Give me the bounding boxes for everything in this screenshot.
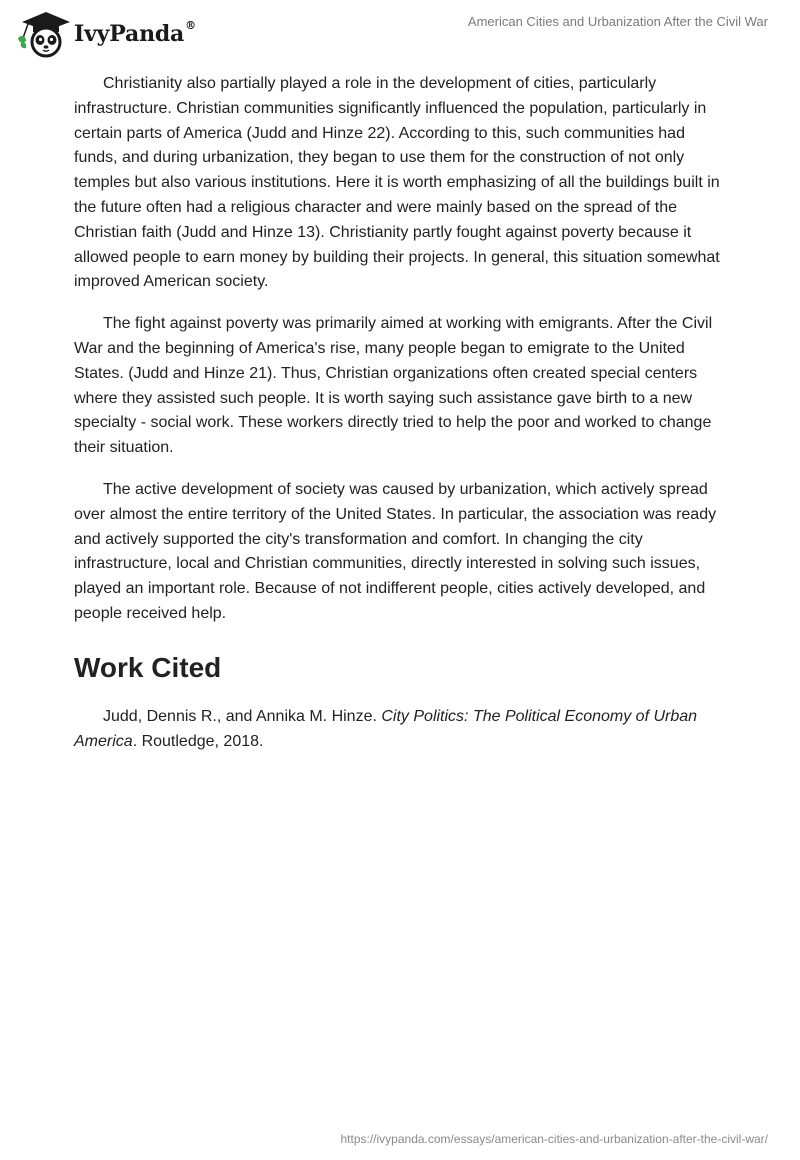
source-url-link[interactable]: https://ivypanda.com/essays/american-cities-and-urbanization-after-the-civil-war/ (340, 1132, 768, 1146)
works-cited-heading: Work Cited (74, 651, 222, 683)
essay-content (74, 72, 726, 754)
panda-graduate-icon (14, 8, 72, 58)
ivypanda-logo[interactable] (14, 8, 196, 58)
body-paragraph-3: The active development of society was caused by urbanization, which actively spread over almost the entire territory of the United States. In particular, the association was ready and actively supported the city's transformation and comfort. In changing the city infrastructure, local and Christian communities, directly interested in solving such issues, played an important role. Because of not indifferent people, cities actively developed, and people received help. (74, 480, 717, 622)
registered-mark: ® (185, 19, 196, 32)
citation-title: City Politics: The Political Economy of Urban America (74, 707, 698, 750)
page-header (0, 0, 800, 60)
citation-publisher: . Routledge, 2018. (132, 732, 264, 750)
document-title: American Cities and Urbanization After the Civil War (467, 14, 768, 29)
brand-name: IvyPanda® (74, 19, 196, 47)
body-paragraph-1: Christianity also partially played a role in the development of cities, particularly infrastructure. Christian communities significantly influenced the population, particularly in certain parts of America (Judd and Hinze 22). According to this, such communities had funds, and during urbanization, they began to use them for the construction of not only temples but also various institutions. Here it is worth emphasizing of all the buildings built in the future often had a religious character and were mainly based on the spread of the Christian faith (Judd and Hinze 13). Christianity partly fought against poverty because it allowed people to earn money by building their projects. In general, this situation somewhat improved American society. (74, 75, 720, 291)
body-paragraph-2: The fight against poverty was primarily aimed at working with emigrants. After the Civil War and the beginning of America's rise, many people began to emigrate to the United States. (Judd and Hinze 21). Thus, Christian organizations often created special centers where they assisted such people. It is worth saying such assistance gave birth to a new specialty - social work. These workers directly tried to help the poor and worked to change their situation. (74, 315, 713, 457)
citation-entry (74, 705, 726, 755)
citation-authors: Judd, Dennis R., and Annika M. Hinze. (103, 707, 382, 725)
